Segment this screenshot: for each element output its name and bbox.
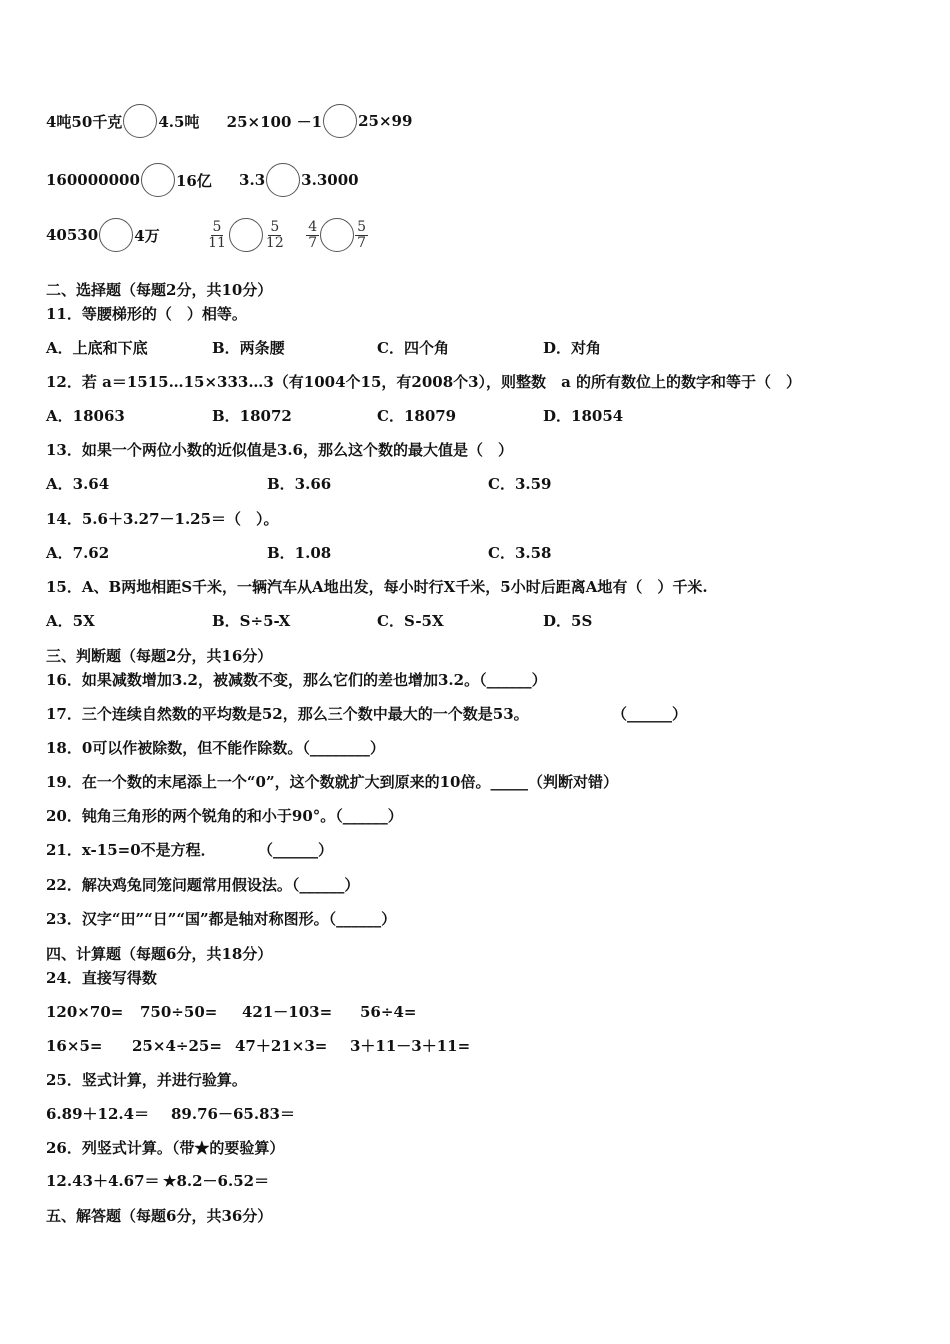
calc-item: 25×4÷25= <box>132 1037 222 1055</box>
question-26: 26．列竖式计算。（带★的要验算） <box>46 1139 285 1157</box>
option-a[interactable]: A．3.64 <box>46 475 110 493</box>
answer-circle[interactable] <box>141 163 175 197</box>
calc-item: 89.76－65.83＝ <box>171 1105 295 1123</box>
option-b[interactable]: B．3.66 <box>267 475 332 493</box>
calc-item: 421－103= <box>242 1003 333 1021</box>
fraction: $\frac{5}{7}$ <box>357 218 367 251</box>
compare-row-2 <box>46 163 359 197</box>
question-23: 23．汉字“田”“日”“国”都是轴对称图形。（______） <box>46 910 397 928</box>
option-a[interactable]: A．上底和下底 <box>46 339 148 357</box>
option-a[interactable]: A．7.62 <box>46 544 110 562</box>
compare-row-3 <box>46 218 368 252</box>
question-16: 16．如果减数增加3.2，被减数不变，那么它们的差也增加3.2。（______） <box>46 671 547 689</box>
answer-circle[interactable] <box>323 104 357 138</box>
calc-item: 120×70= <box>46 1003 124 1021</box>
calc-item: 750÷50= <box>140 1003 218 1021</box>
section-title: 四、计算题（每题6分，共18分） <box>46 945 273 963</box>
calc-item: 3＋11－3＋11= <box>350 1037 471 1055</box>
option-d[interactable]: D．5S <box>543 612 593 630</box>
compare-row-1 <box>46 104 412 138</box>
option-b[interactable]: B．1.08 <box>267 544 332 562</box>
fraction: $\frac{5}{11}$ <box>208 218 226 251</box>
compare-left: 4吨50千克 <box>46 112 123 131</box>
answer-circle[interactable] <box>320 218 354 252</box>
question-13: 13．如果一个两位小数的近似值是3.6，那么这个数的最大值是（ ） <box>46 441 513 459</box>
answer-circle[interactable] <box>99 218 133 252</box>
question-18: 18．0可以作被除数，但不能作除数。（________） <box>46 739 385 757</box>
question-21 <box>46 840 334 860</box>
fraction: $\frac{5}{12}$ <box>265 218 284 251</box>
calc-item: 16×5= <box>46 1037 103 1055</box>
compare-right: 4万 <box>134 226 160 245</box>
answer-blank[interactable]: （______） <box>258 841 334 859</box>
option-c[interactable]: C．四个角 <box>377 339 449 357</box>
question-14: 14．5.6＋3.27－1.25＝（ ）。 <box>46 510 279 528</box>
option-d[interactable]: D．对角 <box>543 339 602 357</box>
fraction: $\frac{4}{7}$ <box>308 218 318 251</box>
question-25: 25．竖式计算，并进行验算。 <box>46 1071 247 1089</box>
question-17 <box>46 704 688 724</box>
question-17-stem: 17．三个连续自然数的平均数是52，那么三个数中最大的一个数是53。 <box>46 705 529 723</box>
answer-blank[interactable]: （______） <box>612 705 688 723</box>
compare-right: 4.5吨 <box>158 112 200 131</box>
option-c[interactable]: C．S-5X <box>377 612 444 630</box>
compare-right: 25×99 <box>358 112 413 130</box>
compare-left: 40530 <box>46 226 99 244</box>
question-21-stem: 21．x-15=0不是方程． <box>46 841 216 859</box>
question-11: 11．等腰梯形的（ ）相等。 <box>46 305 247 323</box>
calc-item: ★8.2－6.52＝ <box>163 1172 270 1190</box>
answer-circle[interactable] <box>266 163 300 197</box>
option-d[interactable]: D．18054 <box>543 407 624 425</box>
option-a[interactable]: A．18063 <box>46 407 125 425</box>
compare-left: 3.3 <box>239 171 266 189</box>
question-12: 12．若 a＝1515…15×333…3（有1004个15，有2008个3），则整数 a 的所有数位上的数字和等于（ ） <box>46 373 802 391</box>
compare-right: 3.3000 <box>301 171 359 189</box>
compare-right: 16亿 <box>175 171 212 190</box>
calc-item: 56÷4= <box>360 1003 417 1021</box>
option-b[interactable]: B．18072 <box>212 407 292 425</box>
answer-circle[interactable] <box>229 218 263 252</box>
option-b[interactable]: B．S÷5-X <box>212 612 291 630</box>
option-a[interactable]: A．5X <box>46 612 95 630</box>
calc-item: 6.89＋12.4＝ <box>46 1105 150 1123</box>
question-19: 19．在一个数的末尾添上一个“0”，这个数就扩大到原来的10倍。_____（判断对错） <box>46 773 618 791</box>
question-24: 24．直接写得数 <box>46 969 157 987</box>
calc-item: 12.43＋4.67＝ <box>46 1172 160 1190</box>
option-c[interactable]: C．3.59 <box>488 475 552 493</box>
answer-circle[interactable] <box>123 104 157 138</box>
option-c[interactable]: C．18079 <box>377 407 457 425</box>
option-b[interactable]: B．两条腰 <box>212 339 285 357</box>
section-title: 二、选择题（每题2分，共10分） <box>46 281 273 299</box>
section-title: 五、解答题（每题6分，共36分） <box>46 1207 273 1225</box>
compare-left: 25×100 －1 <box>226 112 323 131</box>
option-c[interactable]: C．3.58 <box>488 544 552 562</box>
section-title: 三、判断题（每题2分，共16分） <box>46 647 273 665</box>
compare-left: 160000000 <box>46 171 140 189</box>
question-22: 22．解决鸡兔同笼问题常用假设法。（______） <box>46 876 360 894</box>
question-20: 20．钝角三角形的两个锐角的和小于90°。（______） <box>46 807 403 825</box>
question-15: 15．A、B两地相距S千米，一辆汽车从A地出发，每小时行X千米，5小时后距离A地有（ ）千米. <box>46 578 708 596</box>
calc-item: 47＋21×3= <box>235 1037 328 1055</box>
